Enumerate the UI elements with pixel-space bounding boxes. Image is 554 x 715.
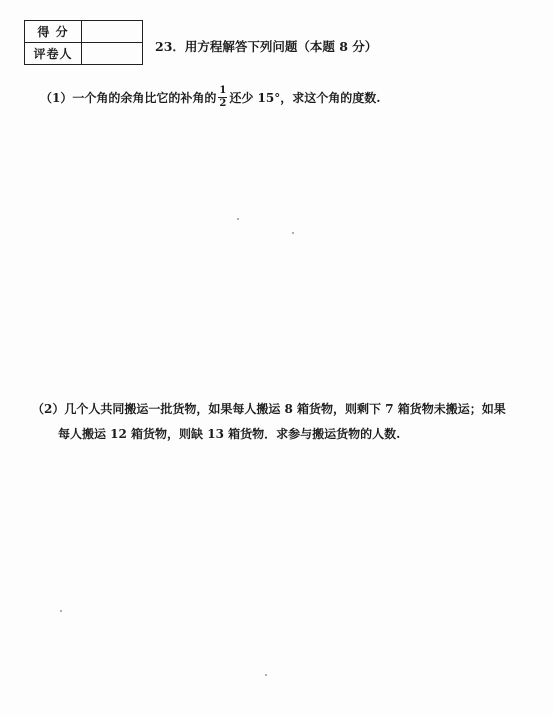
- part1-question: [40, 86, 380, 109]
- part2-question: [32, 397, 532, 447]
- fraction-numerator: 1: [219, 85, 227, 96]
- part1-prefix: （1）一个角的余角比它的补角的: [40, 91, 217, 105]
- grader-label: 评卷人: [25, 43, 82, 65]
- question-title: 23．用方程解答下列问题（本题 8 分）: [155, 39, 378, 54]
- part2-line1: （2）几个人共同搬运一批货物，如果每人搬运 8 箱货物，则剩下 7 箱货物未搬运；如果: [32, 402, 506, 416]
- scan-speck: [60, 610, 62, 612]
- scan-speck: [237, 218, 239, 220]
- score-table: [24, 20, 143, 65]
- fraction-denominator: 2: [219, 98, 227, 109]
- scan-speck: [292, 232, 294, 234]
- part1-suffix: 还少 15°，求这个角的度数.: [229, 91, 381, 105]
- part2-line2: 每人搬运 12 箱货物，则缺 13 箱货物．求参与搬运货物的人数.: [58, 427, 401, 441]
- score-label: 得 分: [25, 21, 82, 43]
- scan-speck: [265, 674, 267, 676]
- grader-cell: [82, 43, 143, 65]
- score-cell: [82, 21, 143, 43]
- fraction-one-half: [218, 86, 227, 109]
